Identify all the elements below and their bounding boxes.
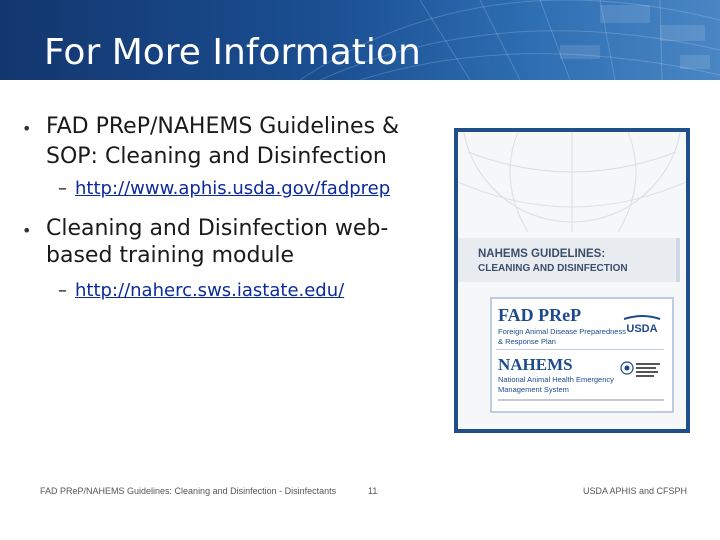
bullet-2-line-2: based training module <box>46 243 295 268</box>
guidelines-cover-image <box>454 128 690 433</box>
bullet-2-link-row <box>58 280 344 301</box>
bullet-1-link-row <box>58 178 390 199</box>
nahems-logo: NAHEMS <box>498 355 573 374</box>
dash-marker: – <box>58 178 67 199</box>
bullet-1-line-1: FAD PReP/NAHEMS Guidelines & <box>46 114 400 139</box>
nahems-subtitle: National Animal Health Emergency Management System <box>498 375 614 394</box>
bullet-1-dot: • <box>22 119 32 138</box>
header-banner <box>0 0 720 80</box>
footer-page-number: 11 <box>368 486 378 496</box>
cover-title-line-1: NAHEMS GUIDELINES: <box>478 248 606 260</box>
usda-logo <box>622 313 662 335</box>
logo-fine-print <box>498 399 664 401</box>
naherc-link[interactable]: http://naherc.sws.iastate.edu/ <box>75 280 345 301</box>
slide-title: For More Information <box>44 32 421 73</box>
dash-marker: – <box>58 280 67 301</box>
footer-source: FAD PReP/NAHEMS Guidelines: Cleaning and Disinfection - Disinfectants <box>40 486 337 496</box>
fadprep-link[interactable]: http://www.aphis.usda.gov/fadprep <box>75 178 391 199</box>
bullet-1-line-2: SOP: Cleaning and Disinfection <box>46 144 387 169</box>
cover-page <box>458 132 686 429</box>
fad-prep-subtitle: Foreign Animal Disease Preparedness & Response Plan <box>498 327 626 346</box>
cover-globe-graphic <box>458 132 686 242</box>
usda-logo-text: USDA <box>626 323 658 335</box>
cover-title-band <box>458 238 680 282</box>
program-logos-box <box>490 297 674 413</box>
dhs-seal-icon <box>620 359 664 385</box>
logo-divider <box>496 349 664 350</box>
footer-organization: USDA APHIS and CFSPH <box>583 486 688 496</box>
bullet-2-dot: • <box>22 221 32 240</box>
bullet-2-line-1: Cleaning and Disinfection web- <box>46 216 389 241</box>
fad-prep-logo: FAD PReP <box>498 305 582 325</box>
cover-title-line-2: CLEANING AND DISINFECTION <box>478 263 628 274</box>
